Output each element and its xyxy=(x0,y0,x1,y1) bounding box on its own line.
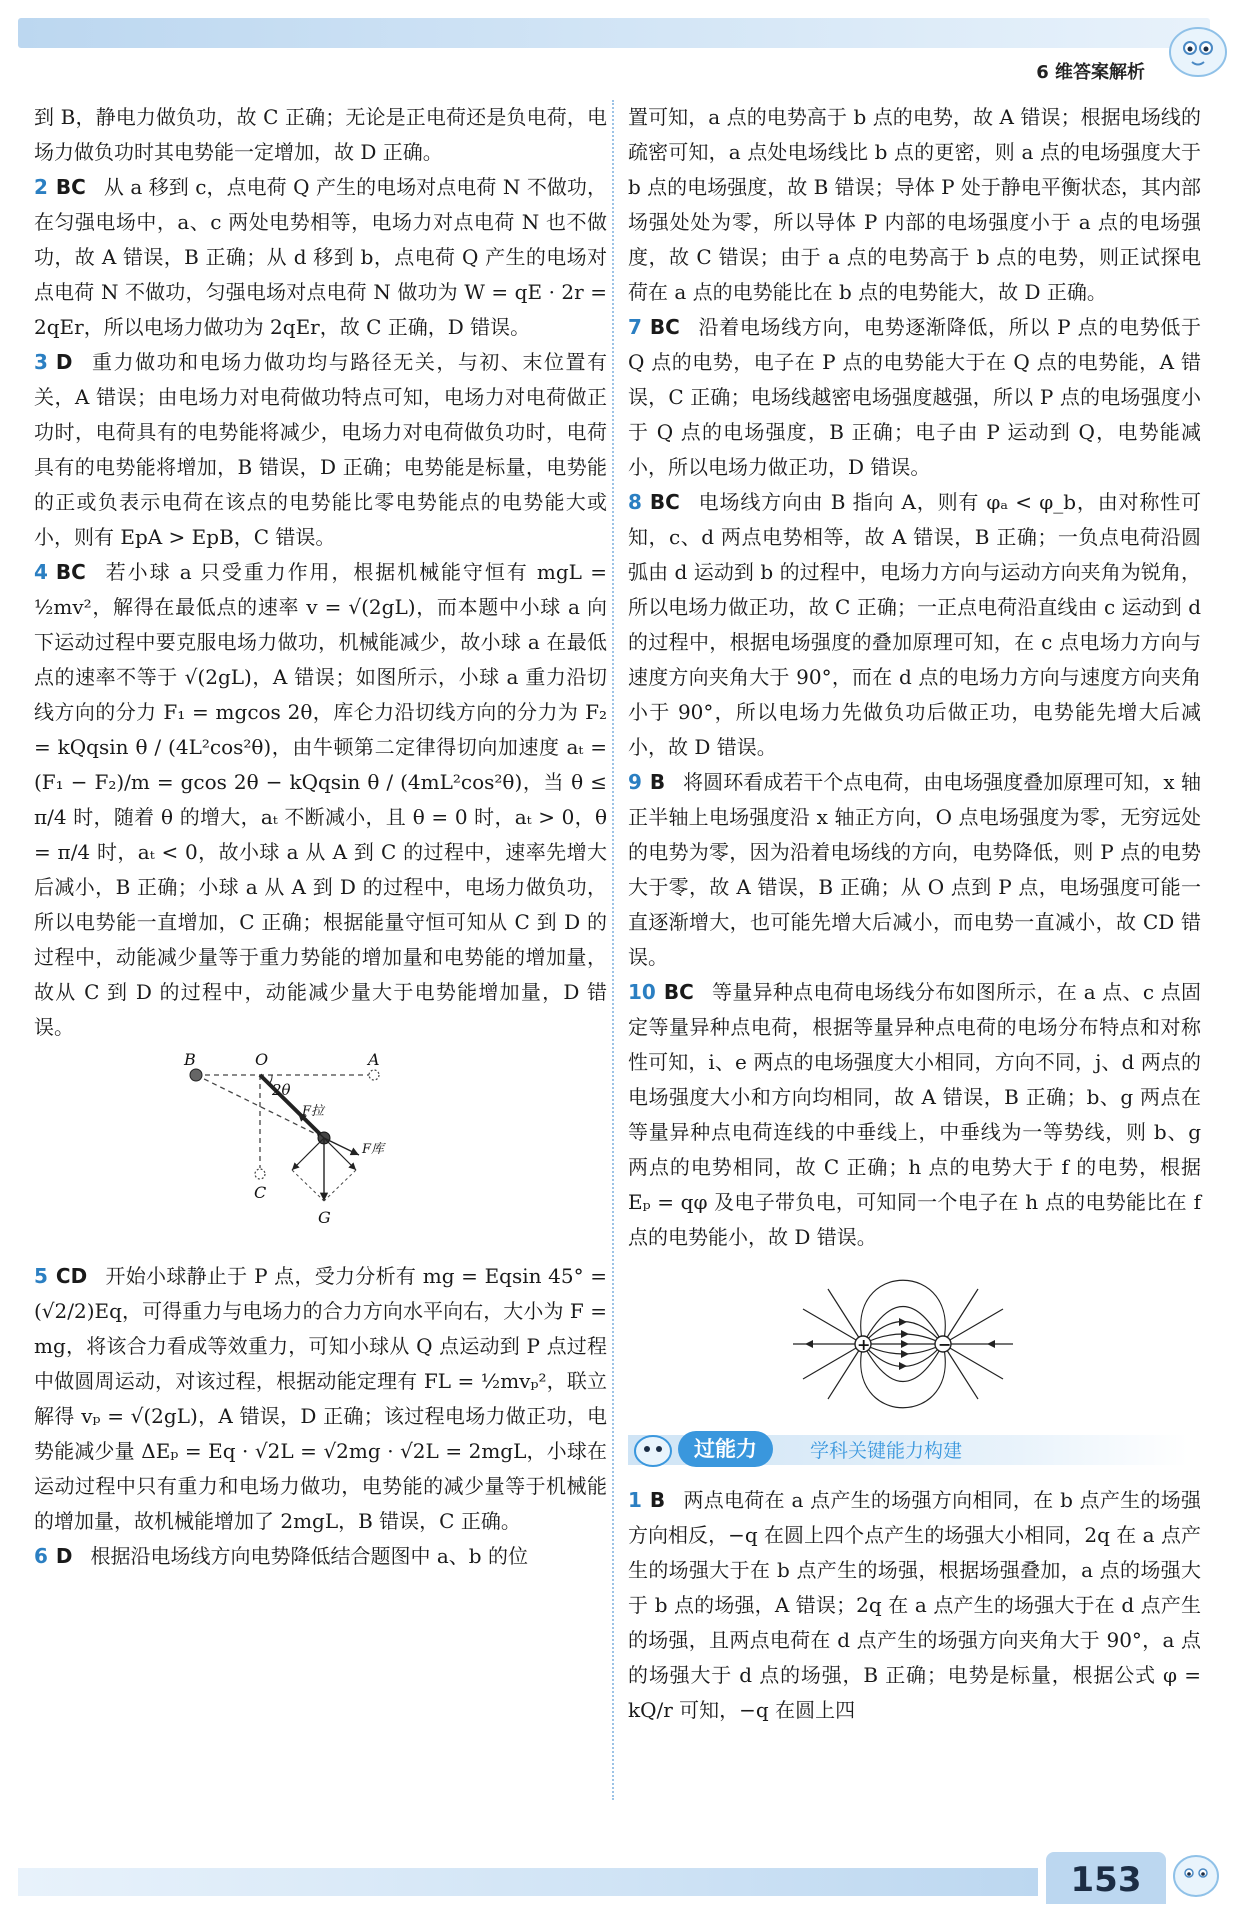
label-angle: 2θ xyxy=(272,1081,291,1099)
answer-explanation: 等量异种点电荷电场线分布如图所示，在 a 点、c 点固定等量异种点电荷，根据等量异种点电荷的电场分布特点和对称性可知，i、e 两点的电场强度大小相同，方向不同，j、d 两点的电场强度大小和方向均相同，故 A 错误，B 正确；b、g 两点在等量异种点电荷连线的中垂线上，中垂线为一等势线，则 b、g 两点的电势相同，故 C 正确；h 点的电势大于 f 的电势，根据 Eₚ = qφ 及电子带负电，可知同一个电子在 h 点的电势能比在 f 点的电势能小，故 D 错误。 xyxy=(628,980,1201,1249)
answer-choice: BC xyxy=(649,490,680,514)
answer-choice: B xyxy=(649,1488,666,1512)
answer-explanation: 根据沿电场线方向电势降低结合题图中 a、b 的位 xyxy=(90,1544,528,1568)
field-line-svg xyxy=(773,1269,1033,1419)
answer-explanation: 若小球 a 只受重力作用，根据机械能守恒有 mgL = ½mv²，解得在最低点的速率 v = √(2gL)，而本题中小球 a 向下运动过程中要克服电场力做功，机械能减少，故小球 a 在最低点的速率不等于 √(2gL)，A 错误；如图所示，小球 a 重力沿切线方向的分力 F₁ = mgcos 2θ，库仑力沿切线方向的分力为 F₂ = kQqsin θ / (4L²cos²θ)，由牛顿第二定律得切向加速度 aₜ = (F₁ − F₂)/m = gcos 2θ − kQqsin θ / (4mL²cos²θ)，当 θ ≤ π/4 时，随着 θ 的增大，aₜ 不断减小，且 θ = 0 时，aₜ > 0，θ = π/4 时，aₜ < 0，故小球 a 从 A 到 C 的过程中，速率先增大后减小，B 正确；小球 a 从 A 到 D 的过程中，电场力做负功，所以电势能一直增加，C 正确；根据能量守恒可知从 C 到 D 的过程中，动能减少量等于重力势能的增加量和电势能的增加量，故从 C 到 D 的过程中，动能减少量大于电势能增加量，D 错误。 xyxy=(34,560,607,1039)
question-number: 5 xyxy=(34,1264,48,1288)
header-band xyxy=(18,18,1210,48)
answer-choice: BC xyxy=(55,175,86,199)
label-C: C xyxy=(254,1183,267,1202)
label-O: O xyxy=(255,1053,269,1069)
left-column xyxy=(34,100,607,1574)
answer-choice: BC xyxy=(55,560,86,584)
column-divider xyxy=(612,100,614,1800)
answer-item-10 xyxy=(628,975,1201,1255)
answer-item-5 xyxy=(34,1259,607,1539)
question-number: 4 xyxy=(34,560,48,584)
plus-charge-label: + xyxy=(857,1335,871,1354)
answer-explanation: 两点电荷在 a 点产生的场强方向相同，在 b 点产生的场强方向相反，−q 在圆上四个点产生的场强大小相同，2q 在 a 点产生的场强大于在 b 点产生的场强，根据场强叠加，a 点的场强大于 b 点的场强，A 错误；2q 在 a 点产生的场强大于在 d 点产生的场强，且两点电荷在 d 点产生的场强方向夹角大于 90°，a 点的场强大于 d 点的场强，B 正确；电势是标量，根据公式 φ = kQ/r 可知，−q 在圆上四 xyxy=(628,1488,1201,1722)
minus-charge-label: − xyxy=(938,1335,952,1354)
label-F-pull: F拉 xyxy=(302,1104,325,1119)
answer-explanation: 重力做功和电场力做功均与路径无关，与初、末位置有关，A 错误；由电场力对电荷做功特点可知，电场力对电荷做正功时，电荷具有的电势能将减少，电场力对电荷做负功时，电荷具有的电势能将增加，B 错误，D 正确；电势能是标量，电势能的正或负表示电荷在该点的电势能比零电势能点的电势能大或小，则有 EpA > EpB，C 错误。 xyxy=(34,350,607,549)
question-number: 3 xyxy=(34,350,48,374)
footer-band xyxy=(18,1868,1038,1896)
section-mascot-icon xyxy=(630,1429,676,1469)
mascot-icon xyxy=(1162,22,1232,80)
force-diagram-svg xyxy=(174,1053,454,1253)
question-number: 9 xyxy=(628,770,642,794)
answer-choice: BC xyxy=(649,315,680,339)
question-number: 6 xyxy=(34,1544,48,1568)
answer-choice: D xyxy=(55,1544,73,1568)
answer-item-8 xyxy=(628,485,1201,765)
footer-mascot-icon xyxy=(1168,1848,1224,1900)
label-B: B xyxy=(184,1053,196,1069)
label-G: G xyxy=(318,1208,331,1227)
right-column xyxy=(628,100,1201,1728)
label-F-coulomb: F库 xyxy=(362,1142,385,1157)
answer-choice: B xyxy=(649,770,666,794)
answer-item-9 xyxy=(628,765,1201,975)
answer-item-2 xyxy=(34,170,607,345)
section-title: 过能力 xyxy=(678,1431,773,1467)
header-title: 6 维答案解析 xyxy=(1036,62,1145,83)
answer-item-s1 xyxy=(628,1483,1201,1728)
answer-paragraph: 到 B，静电力做负功，故 C 正确；无论是正电荷还是负电荷，电场力做负功时其电势能一定增加，故 D 正确。 xyxy=(34,105,607,164)
question-number: 8 xyxy=(628,490,642,514)
question-number: 7 xyxy=(628,315,642,339)
answer-explanation: 将圆环看成若干个点电荷，由电场强度叠加原理可知，x 轴正半轴上电场强度沿 x 轴正方向，O 点电场强度为零，无穷远处的电势为零，因为沿着电场线的方向，电势降低，则 P 点的电势大于零，故 A 错误，B 正确；从 O 点到 P 点，电场强度可能一直逐渐增大，也可能先增大后减小，而电势一直减小，故 CD 错误。 xyxy=(628,770,1201,969)
answer-item-3 xyxy=(34,345,607,555)
answer-choice: D xyxy=(55,350,73,374)
question-number: 10 xyxy=(628,980,656,1004)
answer-explanation: 开始小球静止于 P 点，受力分析有 mg = Eqsin 45° = (√2/2)Eq，可得重力与电场力的合力方向水平向右，大小为 F = mg，将该合力看成等效重力，可知小球从 Q 点运动到 P 点过程中做圆周运动，对该过程，根据动能定理有 FL = ½mvₚ²，联立解得 vₚ = √(2gL)，A 错误，D 正确；该过程电场力做正功，电势能减少量 ΔEₚ = Eq · √2L = √2mg · √2L = 2mgL，小球在运动过程中只有重力和电场力做功，电势能的减少量等于机械能的增加量，故机械能增加了 2mgL，B 错误，C 正确。 xyxy=(34,1264,607,1533)
force-diagram xyxy=(34,1053,607,1253)
answer-choice: CD xyxy=(55,1264,88,1288)
answer-explanation: 从 a 移到 c，点电荷 Q 产生的电场对点电荷 N 不做功，在匀强电场中，a、c 两处电势相等，电场力对点电荷 N 也不做功，故 A 错误，B 正确；从 d 移到 b，点电荷 Q 产生的电场对点电荷 N 不做功，匀强电场对点电荷 N 做功为 W = qE · 2r = 2qEr，所以电场力做功为 2qEr，故 C 正确，D 错误。 xyxy=(34,175,607,339)
label-A: A xyxy=(368,1053,380,1069)
question-number: 1 xyxy=(628,1488,642,1512)
page-number: 153 xyxy=(1046,1852,1166,1904)
answer-paragraph: 置可知，a 点的电势高于 b 点的电势，故 A 错误；根据电场线的疏密可知，a 点处电场线比 b 点的更密，则 a 点的电场强度大于 b 点的电场强度，故 B 错误；导体 P 处于静电平衡状态，其内部场强处处为零，所以导体 P 内部的电场强度小于 a 点的电场强度，故 C 错误；由于 a 点的电势高于 b 点的电势，则正试探电荷在 a 点的电势能比在 b 点的电势能大，故 D 正确。 xyxy=(628,105,1201,304)
section-header xyxy=(628,1429,1201,1473)
answer-choice: BC xyxy=(663,980,694,1004)
section-subtitle: 学科关键能力构建 xyxy=(810,1440,963,1462)
answer-item-4 xyxy=(34,555,607,1045)
answer-item-7 xyxy=(628,310,1201,485)
answer-explanation: 沿着电场线方向，电势逐渐降低，所以 P 点的电势低于 Q 点的电势，电子在 P 点的电势能大于在 Q 点的电势能，A 错误，C 正确；电场线越密电场强度越强，所以 P 点的电场强度小于 Q 点的电场强度，B 正确；电子由 P 运动到 Q，电势能减小，所以电场力做正功，D 错误。 xyxy=(628,315,1201,479)
answer-explanation: 电场线方向由 B 指向 A，则有 φₐ < φ_b，由对称性可知，c、d 两点电势相等，故 A 错误，B 正确；一负点电荷沿圆弧由 d 运动到 b 的过程中，电场力方向与运动方向夹角为锐角，所以电场力做正功，故 C 正确；一正点电荷沿直线由 c 运动到 d 的过程中，根据电场强度的叠加原理可知，在 c 点电场力方向与速度方向夹角大于 90°，而在 d 点的电场力方向与速度方向夹角小于 90°，所以电场力先做负功后做正功，电势能先增大后减小，故 D 错误。 xyxy=(628,490,1201,759)
field-line-diagram xyxy=(628,1269,1201,1419)
answer-item-6 xyxy=(34,1539,607,1574)
question-number: 2 xyxy=(34,175,48,199)
